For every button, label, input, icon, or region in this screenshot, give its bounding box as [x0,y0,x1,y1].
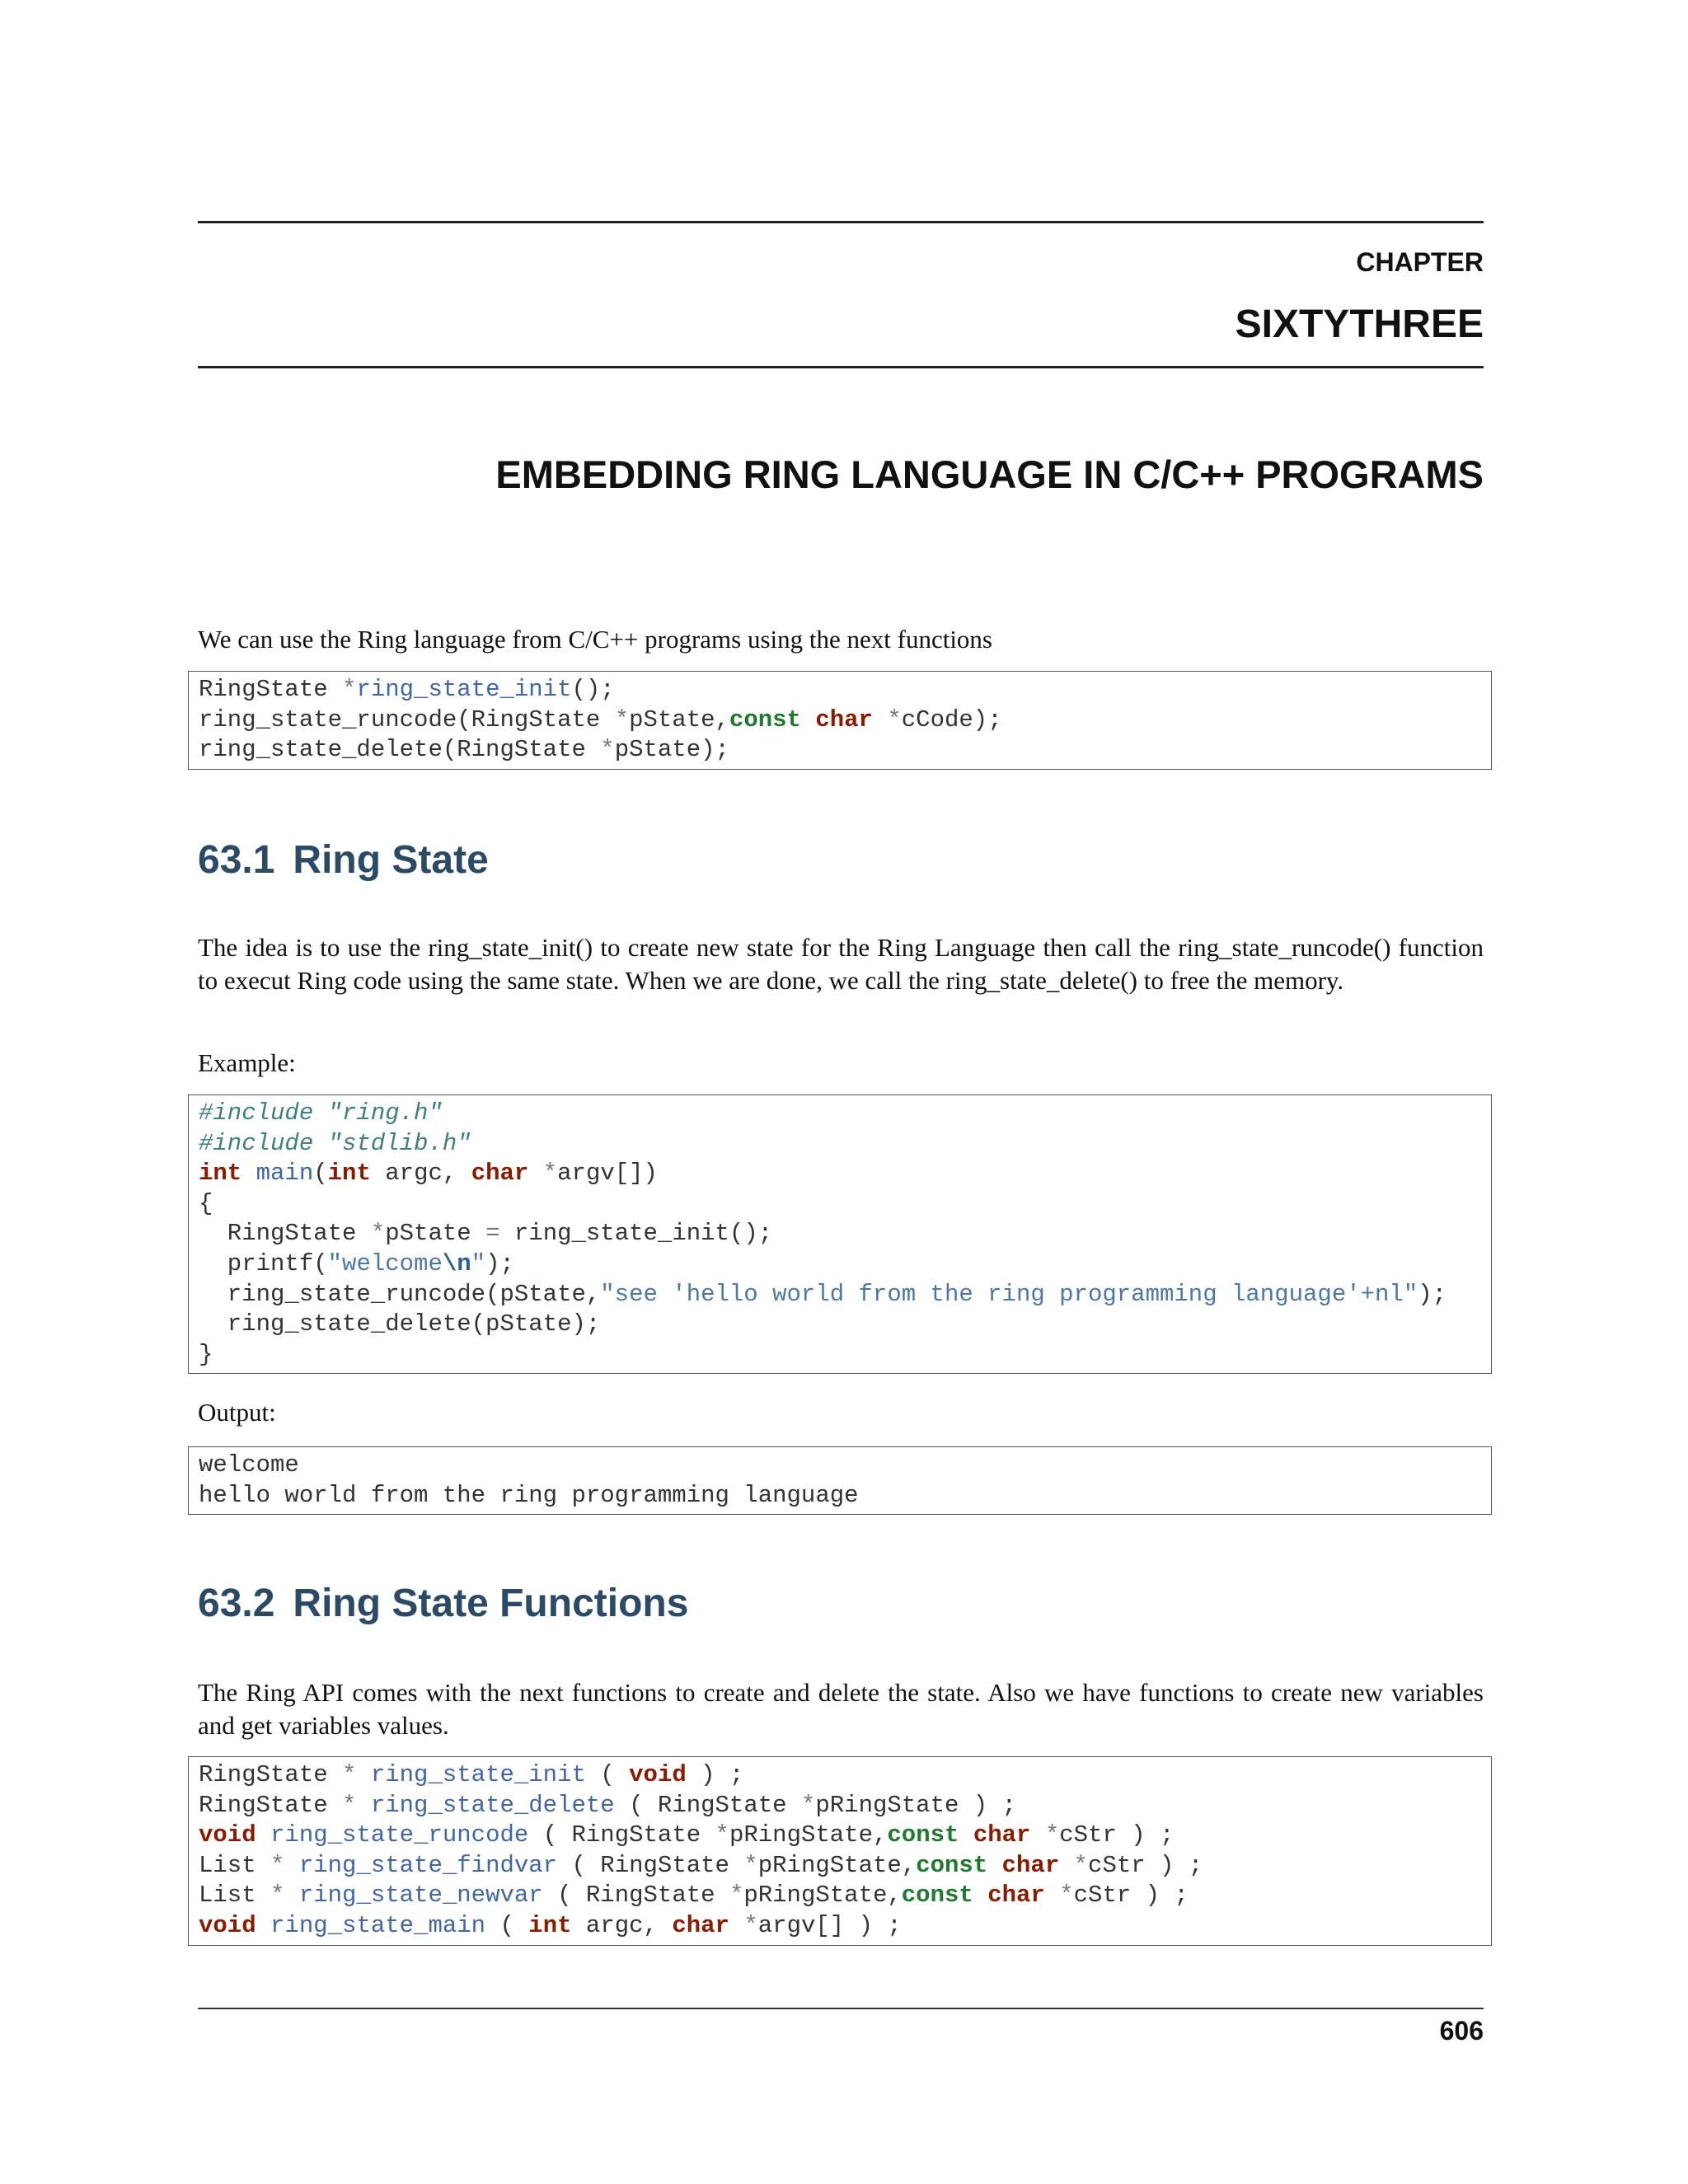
code-line [199,1219,1481,1249]
code-token: ring_state_init [370,1761,586,1788]
code-line [199,1189,1481,1220]
document-page [198,0,1484,2184]
code-token: * [370,1220,386,1248]
code-token: * [729,1882,744,1910]
code-token: ( RingState [528,1821,715,1849]
code-token: char [1001,1851,1060,1879]
page-number: 606 [1439,2016,1484,2046]
code-line [199,1760,1481,1791]
code-token: pRingState ) ; [815,1791,1016,1819]
code-token: * [887,705,902,733]
code-token [356,1761,370,1788]
code-token: cStr ) ; [1088,1851,1203,1879]
chapter-top-rule [198,221,1484,223]
code-token: argv[]) [557,1160,658,1188]
code-line [199,1821,1481,1851]
code-token [729,1912,743,1939]
code-token: RingState [199,1761,343,1788]
code-token: List [199,1882,271,1910]
code-token: pState [385,1220,486,1248]
code-line [199,675,1481,705]
code-line [199,1791,1481,1821]
code-token: char [672,1911,729,1939]
section-number: 63.2 [198,1582,275,1625]
example-label: Example: [198,1048,296,1077]
code-token: RingState [199,1791,343,1819]
code-token: "welcome [327,1249,443,1277]
chapter-number: SIXTYTHREE [1235,302,1484,346]
code-line [199,735,1481,766]
code-token: } [199,1340,213,1368]
code-token: * [614,705,630,733]
code-line [199,1340,1481,1371]
code-token [1059,1852,1073,1879]
code-token: { [199,1189,213,1217]
code-line [199,1851,1481,1882]
code-token: #include "stdlib.h" [199,1129,471,1157]
code-token: ( RingState [542,1882,729,1910]
chapter-label: CHAPTER [1356,247,1484,277]
code-token: ( RingState [614,1791,801,1819]
code-token [256,1821,270,1849]
section-number: 63.1 [198,838,275,882]
code-token: * [270,1882,285,1910]
code-block-example[interactable] [188,1094,1492,1374]
code-block-output[interactable] [188,1446,1492,1515]
code-token [284,1882,298,1909]
code-line [199,1129,1481,1160]
code-token: ring_state_newvar [298,1882,543,1910]
code-token: char [815,705,873,733]
code-token: * [342,1761,357,1788]
section-title-text: Ring State [293,838,489,882]
code-line [199,1099,1481,1129]
code-token: RingState [199,1220,371,1248]
code-token: argc, [571,1911,673,1939]
code-token: ring_state_runcode(pState, [199,1280,601,1308]
output-label: Output: [198,1398,276,1427]
code-token: * [270,1851,285,1879]
code-token: * [1073,1851,1089,1879]
code-block-api-summary[interactable] [188,671,1492,770]
code-token: "see 'hello world from the ring programming language'+nl" [600,1280,1418,1308]
ring-state-paragraph: The idea is to use the ring_state_init() to create new state for the Ring Language then call the ring_state_runcode() function to execut Ring code using the same state. When we are done, we call the ring_state_delete() to free the memory. [198,933,1484,995]
code-line [199,1881,1481,1911]
code-token: void [199,1911,256,1939]
code-block-functions[interactable] [188,1756,1492,1946]
code-token: int [528,1911,572,1939]
code-token [1045,1882,1059,1909]
code-token: pRingState, [729,1821,888,1849]
section-heading-ring-state-functions [198,1581,688,1626]
chapter-title: EMBEDDING RING LANGUAGE IN C/C++ PROGRAMS [495,452,1484,496]
code-token: ring_state_runcode [270,1821,529,1849]
code-token: pState, [629,705,729,733]
code-token [801,706,815,733]
code-token: * [743,1911,758,1939]
code-token [973,1882,987,1909]
code-token [256,1912,270,1939]
code-token: ring_state_delete(pState); [199,1310,601,1338]
code-token: const [729,705,801,733]
code-token: ring_state_findvar [298,1851,558,1879]
code-line [199,1249,1481,1280]
code-token: * [600,736,615,764]
code-token: char [471,1160,529,1188]
code-token [528,1160,542,1187]
code-token: ( RingState [557,1851,744,1879]
code-token: ( [485,1911,529,1939]
footer-rule [198,2008,1484,2009]
ring-state-functions-paragraph: The Ring API comes with the next functions to create and delete the state. Also we have functions to create new variables and get variables values. [198,1678,1484,1740]
code-token: ring_state_runcode(RingState [199,705,615,733]
code-line [199,705,1481,736]
code-token [959,1821,973,1849]
code-token [356,1792,370,1819]
code-token: const [887,1821,959,1849]
code-line [199,1911,1481,1942]
code-token: * [342,676,357,703]
code-token: void [629,1761,687,1788]
code-token [987,1852,1001,1879]
code-token: argc, [370,1160,471,1188]
code-token: const [901,1882,973,1910]
code-token: * [743,1851,758,1879]
code-token: cCode); [901,705,1002,733]
code-token: ); [1418,1280,1447,1308]
code-token: * [800,1791,816,1819]
code-token: int [199,1160,242,1188]
code-token: ring_state_init(); [499,1220,773,1248]
intro-paragraph: We can use the Ring language from C/C++ programs using the next functions [198,625,992,654]
code-token [1030,1821,1044,1849]
code-token: * [1059,1882,1074,1910]
code-token: main [256,1160,314,1188]
code-token: argv[] ) ; [757,1911,902,1939]
section-title-text: Ring State Functions [293,1582,689,1625]
code-token: * [715,1821,729,1849]
code-token: cStr ) ; [1059,1821,1175,1849]
code-token: printf( [199,1249,328,1277]
code-token: (); [571,676,615,703]
chapter-bottom-rule [198,366,1484,368]
code-token: pState); [614,736,729,764]
code-line [199,1159,1481,1189]
code-token: ring_state_main [270,1911,486,1939]
code-token: int [327,1160,371,1188]
code-token [241,1160,256,1187]
code-token: pRingState, [757,1851,917,1879]
code-token: welcome [199,1451,299,1479]
code-token: cStr ) ; [1073,1882,1189,1910]
code-token: \n [442,1249,471,1277]
section-heading-ring-state [198,837,489,883]
code-token [873,706,887,733]
code-line [199,1280,1481,1310]
code-token [284,1852,298,1879]
code-token: List [199,1851,271,1879]
code-token: ( [313,1160,328,1188]
code-token: " [471,1249,486,1277]
code-token: ); [485,1249,514,1277]
code-line [199,1310,1481,1340]
code-token: = [485,1220,500,1248]
code-token: * [542,1160,558,1188]
code-token: #include "ring.h" [199,1099,443,1127]
code-token: ) ; [686,1761,744,1788]
code-line [199,1451,1481,1481]
code-token: * [342,1791,357,1819]
code-token: hello world from the ring programming language [199,1481,859,1509]
code-token: ring_state_delete [370,1791,615,1819]
code-token: ring_state_delete(RingState [199,736,601,764]
code-token: ring_state_init [356,676,572,703]
code-token: pRingState, [743,1882,902,1910]
code-token: const [916,1851,988,1879]
code-token: char [987,1882,1045,1910]
code-token: * [1044,1821,1060,1849]
code-token: void [199,1821,256,1849]
code-token: ( [585,1761,630,1788]
code-token: char [973,1821,1031,1849]
code-line [199,1481,1481,1511]
code-token: RingState [199,676,343,703]
